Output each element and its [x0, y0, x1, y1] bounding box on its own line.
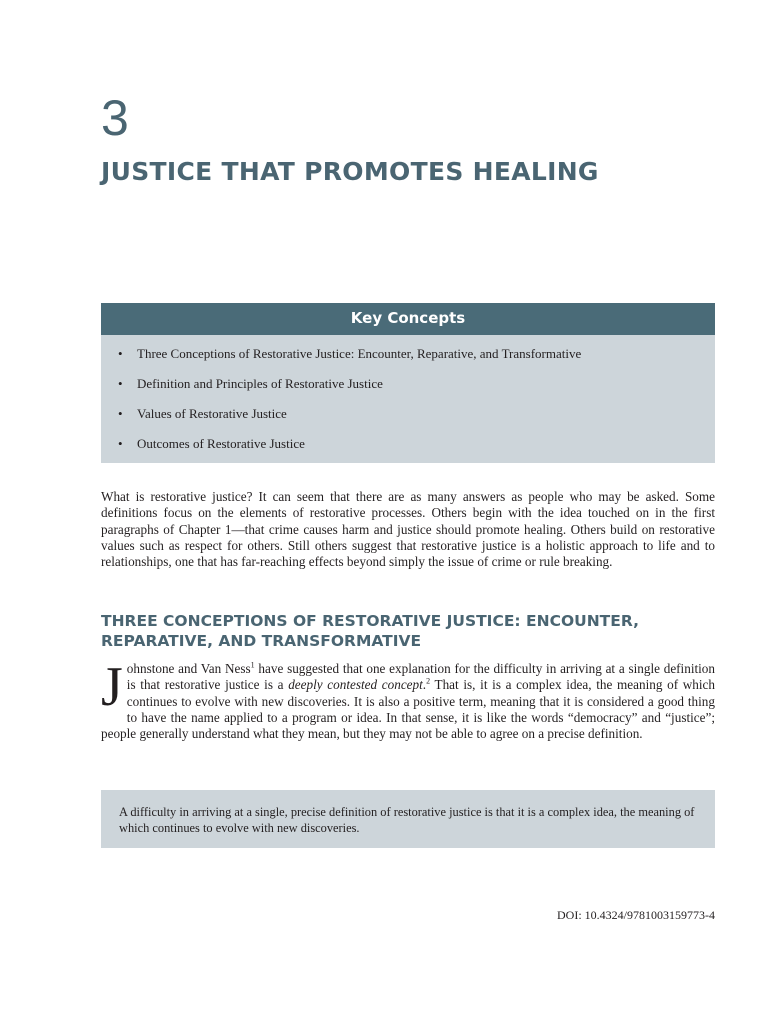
- key-concepts-heading: Key Concepts: [101, 303, 715, 335]
- key-concept-text: Definition and Principles of Restorative Justice: [137, 376, 383, 391]
- key-concept-text: Three Conceptions of Restorative Justice: Encounter, Reparative, and Transformative: [137, 346, 582, 361]
- key-concepts-box: [101, 303, 715, 463]
- paragraph-text-2: have suggested that one explanation for the difficulty in arriving at a single definition is that restorative justice is a: [126, 661, 715, 693]
- intro-paragraph: What is restorative justice? It can seem that there are as many answers as people who may be asked. Some definitions focus on the elements of restorative processes. Others begin with the idea touched on in the first paragraphs of Chapter 1—that crime causes harm and justice should promote healing. Others build on restorative values such as respect for others. Still others suggest that restorative justice is a holistic approach to life and to relationships, one that has far-reaching effects beyond simply the issue of crime or rule breaking.: [101, 489, 715, 570]
- bullet-icon: •: [118, 346, 123, 361]
- drop-cap: J: [101, 656, 123, 718]
- key-concept-text: Outcomes of Restorative Justice: [137, 436, 305, 451]
- key-concept-text: Values of Restorative Justice: [137, 406, 287, 421]
- italic-phrase: deeply contested concept: [288, 677, 423, 693]
- bullet-icon: •: [118, 406, 123, 421]
- chapter-title: JUSTICE THAT PROMOTES HEALING: [101, 157, 599, 186]
- paragraph-text-3: .: [422, 677, 427, 693]
- footnote-marker-1[interactable]: 1: [250, 660, 255, 670]
- pull-quote-text: A difficulty in arriving at a single, precise definition of restorative justice is that it is a complex idea, the meaning of which continues to evolve with new discoveries.: [119, 805, 695, 835]
- section-paragraph: [101, 656, 716, 742]
- bullet-icon: •: [118, 436, 123, 451]
- list-item: [101, 375, 715, 405]
- list-item: [101, 405, 715, 435]
- bullet-icon: •: [118, 376, 123, 391]
- doi-reference: DOI: 10.4324/9781003159773-4: [557, 908, 715, 922]
- pull-quote-box: [101, 790, 715, 848]
- paragraph-text-4: That is, it is a complex idea, the meaning of which continues to evolve with new discoveries. It is also a positive term, meaning that it is considered a good thing to have the name applied to a program or idea. In that sense, it is like the words “democracy” and “justice”; people generally understand what they mean, but they may not be able to agree on a precise definition.: [101, 677, 716, 742]
- key-concepts-list: [101, 335, 715, 465]
- chapter-number: 3: [101, 90, 129, 146]
- footnote-marker-2[interactable]: 2: [426, 676, 431, 686]
- list-item: [101, 345, 715, 375]
- list-item: [101, 435, 715, 465]
- paragraph-text-1: ohnstone and Van Ness: [126, 661, 251, 676]
- section-heading: THREE CONCEPTIONS OF RESTORATIVE JUSTICE: ENCOUNTER, REPARATIVE, AND TRANSFORMATIVE: [101, 612, 639, 650]
